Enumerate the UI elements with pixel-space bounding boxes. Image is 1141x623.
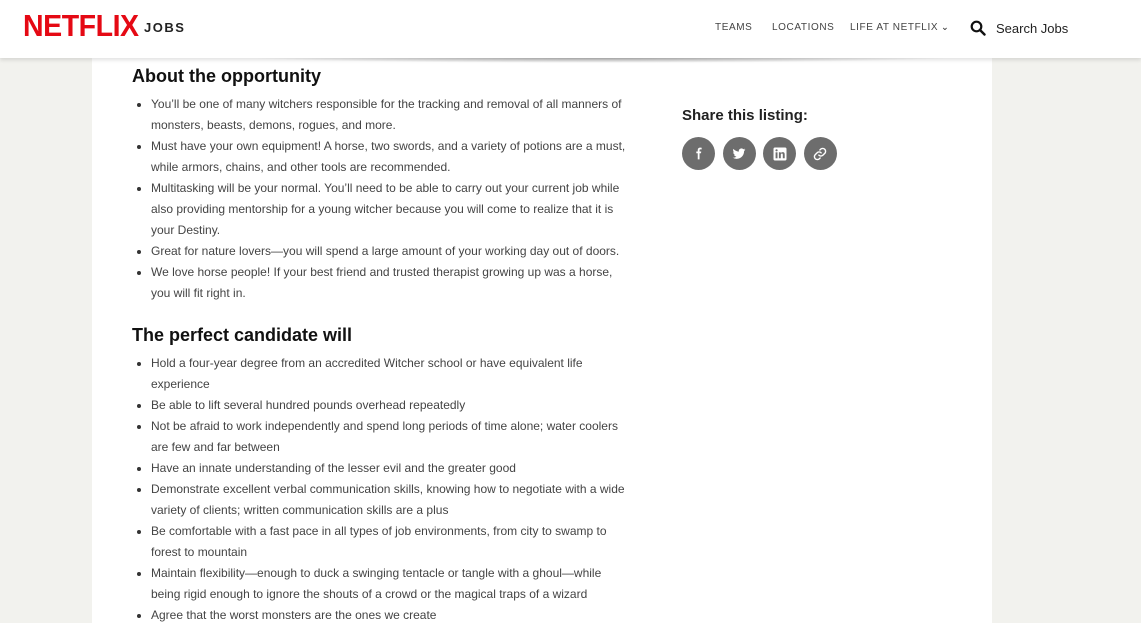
about-heading: About the opportunity	[132, 66, 321, 86]
list-item: Be comfortable with a fast pace in all types of job environments, from city to swamp to forest to mountain	[132, 521, 632, 563]
netflix-logo[interactable]: NETFLIX	[23, 8, 139, 43]
list-item: Multitasking will be your normal. You’ll need to be able to carry out your current job while also providing mentorship for a young witcher because you will come to realize that it is your Destiny.	[132, 178, 632, 241]
link-icon	[813, 147, 827, 161]
share-title: Share this listing:	[682, 107, 808, 124]
list-item: Must have your own equipment! A horse, two swords, and a variety of potions are a must, while armors, chains, and other tools are recommended.	[132, 136, 632, 178]
share-icons	[682, 137, 844, 170]
job-listing-card	[92, 58, 992, 623]
share-linkedin-button[interactable]	[763, 137, 796, 170]
list-item: Agree that the worst monsters are the ones we create	[132, 605, 632, 623]
jobs-label[interactable]: JOBS	[144, 20, 186, 35]
linkedin-icon	[773, 147, 787, 161]
search-jobs-label: Search Jobs	[996, 20, 1069, 36]
job-description	[132, 58, 632, 623]
list-item: You’ll be one of many witchers responsible for the tracking and removal of all manners of monsters, beasts, demons, rogues, and more.	[132, 94, 632, 136]
nav-life-at-netflix[interactable]	[850, 22, 949, 33]
share-link-button[interactable]	[804, 137, 837, 170]
nav-life-label: LIFE AT NETFLIX	[850, 22, 939, 33]
list-item: Be able to lift several hundred pounds overhead repeatedly	[132, 395, 632, 416]
list-item: We love horse people! If your best friend and trusted therapist growing up was a horse, you will fit right in.	[132, 262, 632, 304]
candidate-list	[132, 353, 632, 623]
list-item: Demonstrate excellent verbal communication skills, knowing how to negotiate with a wide variety of clients; written communication skills are a plus	[132, 479, 632, 521]
share-facebook-button[interactable]	[682, 137, 715, 170]
list-item: Not be afraid to work independently and spend long periods of time alone; water coolers are few and far between	[132, 416, 632, 458]
search-icon	[970, 20, 986, 36]
list-item: Hold a four-year degree from an accredited Witcher school or have equivalent life experience	[132, 353, 632, 395]
list-item: Maintain flexibility—enough to duck a swinging tentacle or tangle with a ghoul—while being rigid enough to ignore the shouts of a crowd or the magical traps of a wizard	[132, 563, 632, 605]
share-twitter-button[interactable]	[723, 137, 756, 170]
facebook-icon	[692, 147, 706, 161]
list-item: Great for nature lovers—you will spend a large amount of your working day out of doors.	[132, 241, 632, 262]
about-list	[132, 94, 632, 304]
nav-locations[interactable]: LOCATIONS	[772, 22, 835, 33]
share-section	[682, 107, 844, 170]
twitter-icon	[732, 147, 746, 161]
search-jobs-button[interactable]	[970, 18, 1068, 38]
nav-teams[interactable]: TEAMS	[715, 22, 753, 33]
candidate-heading: The perfect candidate will	[132, 325, 353, 345]
site-header	[0, 0, 1141, 58]
list-item: Have an innate understanding of the lesser evil and the greater good	[132, 458, 632, 479]
chevron-down-icon: ⌄	[941, 22, 950, 32]
